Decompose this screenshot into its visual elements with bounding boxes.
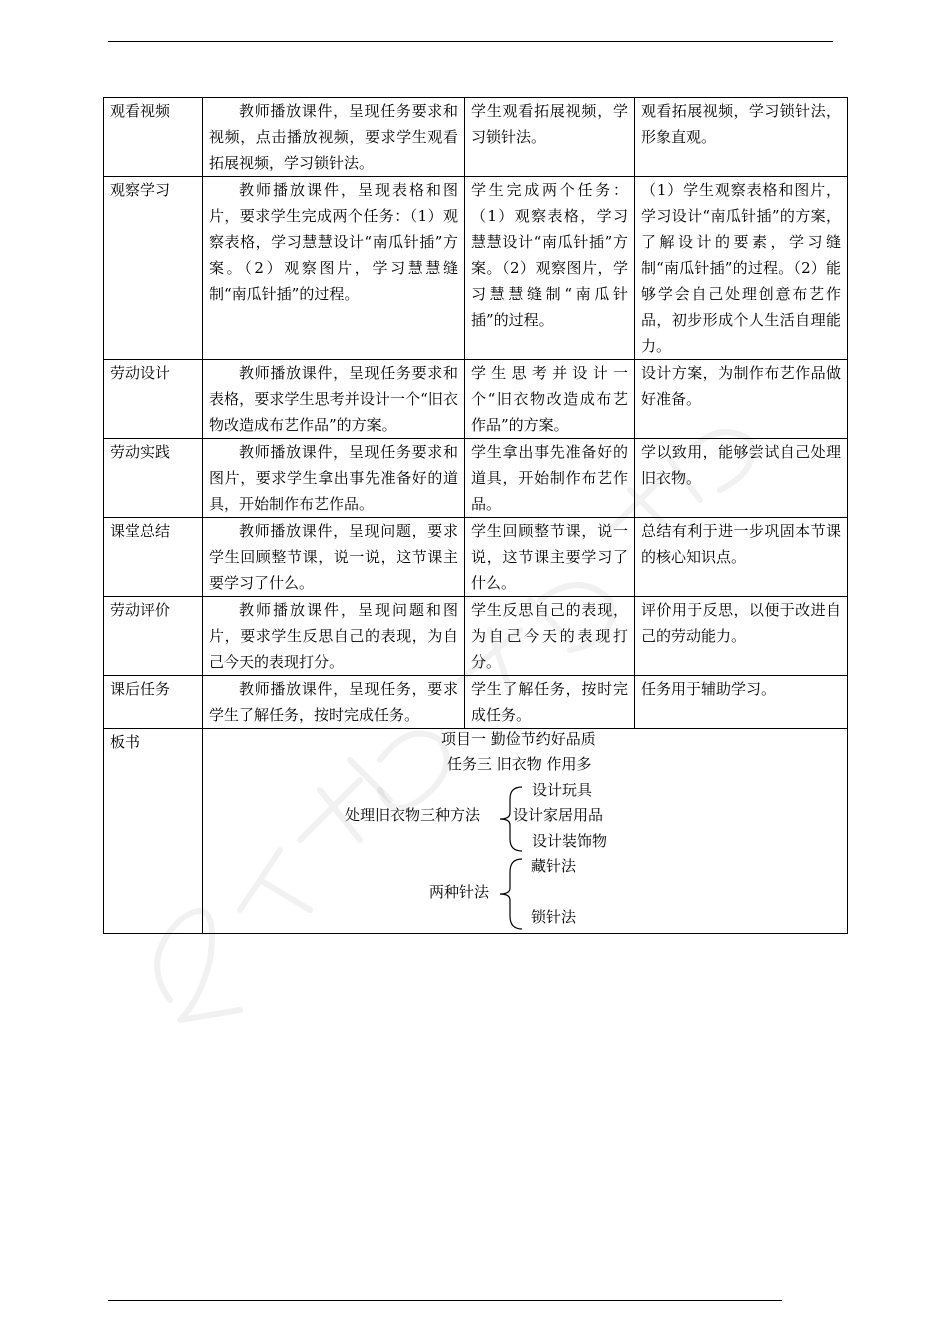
board-title: 项目一 勤俭节约好品质 <box>441 730 596 748</box>
student-activity-cell: 学生了解任务，按时完成任务。 <box>465 676 635 729</box>
stitch-item: 锁针法 <box>531 908 577 926</box>
stage-cell: 劳动设计 <box>104 360 203 439</box>
stage-cell: 观察学习 <box>104 177 203 360</box>
stage-cell: 观看视频 <box>104 98 203 177</box>
board-label-cell: 板书 <box>104 729 203 934</box>
student-activity-cell: 学生回顾整节课，说一说，这节课主要学习了什么。 <box>465 518 635 597</box>
design-intent-cell: 学以致用，能够尝试自己处理旧衣物。 <box>635 439 848 518</box>
board-row <box>104 729 848 934</box>
method-item: 设计装饰物 <box>532 832 608 850</box>
table-row <box>104 360 848 439</box>
table-row <box>104 439 848 518</box>
stage-cell: 课后任务 <box>104 676 203 729</box>
design-intent-cell: 任务用于辅助学习。 <box>635 676 848 729</box>
table-row <box>104 98 848 177</box>
teacher-activity-text: 教师播放课件，呈现问题和图片，要求学生反思自己的表现，为自己今天的表现打分。 <box>209 601 458 671</box>
method-item: 设计家居用品 <box>513 806 604 824</box>
teacher-activity-cell <box>203 98 465 177</box>
teacher-activity-text: 教师播放课件，呈现任务要求和视频，点击播放视频，要求学生观看拓展视频，学习锁针法。 <box>209 102 458 172</box>
footer-rule <box>108 1300 782 1301</box>
design-intent-cell: 观看拓展视频，学习锁针法，形象直观。 <box>635 98 848 177</box>
design-intent-cell: 评价用于反思，以便于改进自己的劳动能力。 <box>635 597 848 676</box>
teacher-activity-cell <box>203 360 465 439</box>
brace-icon <box>496 785 526 853</box>
student-activity-cell: 学生观看拓展视频，学习锁针法。 <box>465 98 635 177</box>
table-row <box>104 676 848 729</box>
method-label: 处理旧衣物三种方法 <box>345 806 481 824</box>
teacher-activity-text: 教师播放课件，呈现任务要求和表格，要求学生思考并设计一个“旧衣物改造成布艺作品”的方案。 <box>209 364 458 434</box>
teacher-activity-cell <box>203 177 465 360</box>
method-item: 设计玩具 <box>532 781 593 799</box>
teacher-activity-text: 教师播放课件，呈现任务，要求学生了解任务，按时完成任务。 <box>209 680 458 724</box>
teacher-activity-cell <box>203 518 465 597</box>
lesson-plan-table <box>103 97 848 934</box>
stitch-item: 藏针法 <box>531 857 577 875</box>
student-activity-cell: 学生拿出事先准备好的道具，开始制作布艺作品。 <box>465 439 635 518</box>
teacher-activity-text: 教师播放课件，呈现任务要求和图片，要求学生拿出事先准备好的道具，开始制作布艺作品。 <box>209 443 458 513</box>
teacher-activity-text: 教师播放课件，呈现表格和图片，要求学生完成两个任务：（1）观察表格，学习慧慧设计“南瓜针插”方案。（2）观察图片，学习慧慧缝制“南瓜针插”的过程。 <box>209 181 458 303</box>
teacher-activity-cell <box>203 597 465 676</box>
stage-cell: 劳动实践 <box>104 439 203 518</box>
design-intent-cell: 设计方案，为制作布艺作品做好准备。 <box>635 360 848 439</box>
board-subtitle: 任务三 旧衣物 作用多 <box>447 755 592 773</box>
stage-cell: 课堂总结 <box>104 518 203 597</box>
student-activity-cell: 学生完成两个任务：（1）观察表格，学习慧慧设计“南瓜针插”方案。（2）观察图片，学习慧慧缝制“南瓜针插”的过程。 <box>465 177 635 360</box>
stitch-label: 两种针法 <box>429 883 490 901</box>
board-content <box>203 729 848 934</box>
brace-icon <box>496 857 526 931</box>
design-intent-cell: （1）学生观察表格和图片，学习设计“南瓜针插”的方案，了解设计的要素，学习缝制“南瓜针插”的过程。（2）能够学会自己处理创意布艺作品，初步形成个人生活自理能力。 <box>635 177 848 360</box>
teacher-activity-text: 教师播放课件，呈现问题，要求学生回顾整节课，说一说，这节课主要学习了什么。 <box>209 522 458 592</box>
header-rule <box>108 41 833 42</box>
stage-cell: 劳动评价 <box>104 597 203 676</box>
table-row <box>104 518 848 597</box>
teacher-activity-cell <box>203 439 465 518</box>
design-intent-cell: 总结有利于进一步巩固本节课的核心知识点。 <box>635 518 848 597</box>
student-activity-cell: 学生思考并设计一个“旧衣物改造成布艺作品”的方案。 <box>465 360 635 439</box>
student-activity-cell: 学生反思自己的表现，为自己今天的表现打分。 <box>465 597 635 676</box>
table-row <box>104 177 848 360</box>
table-row <box>104 597 848 676</box>
teacher-activity-cell <box>203 676 465 729</box>
